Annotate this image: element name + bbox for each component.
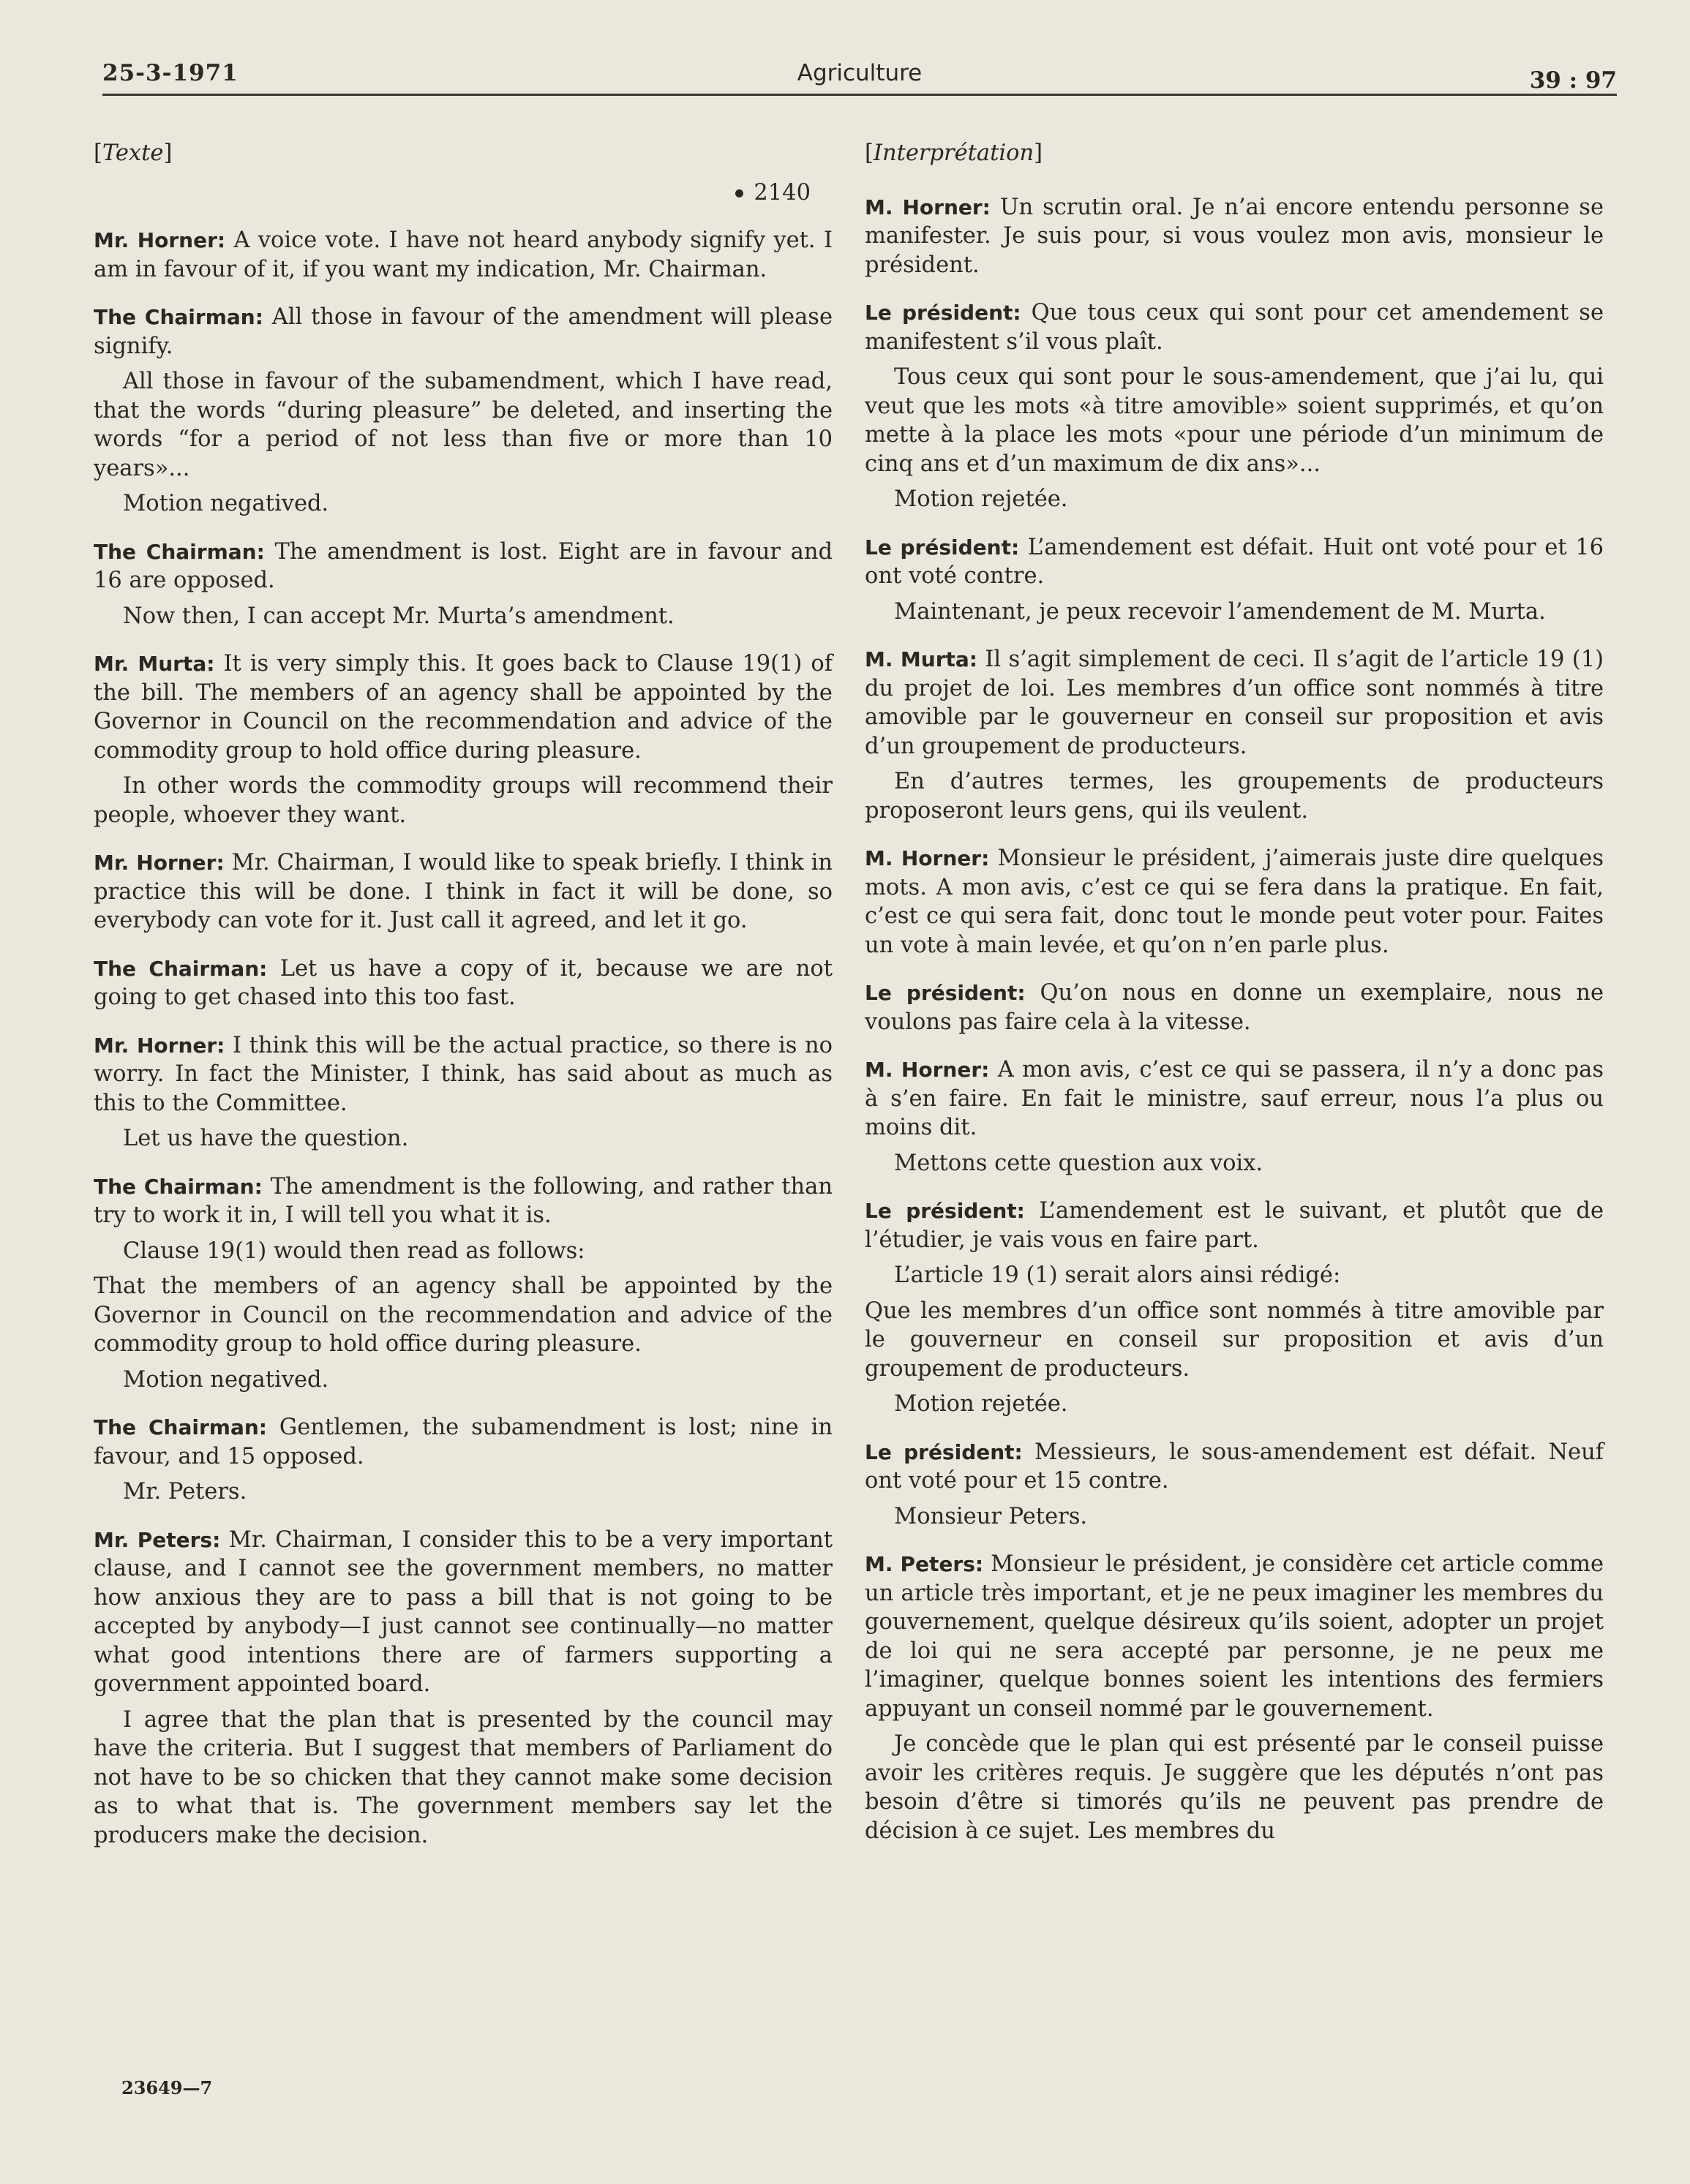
paragraph-text: It is very simply this. It goes back to Clause 19(1) of the bill. The members of an agency shall be appointed by the Governor in Council on the recommendation and advice of the commodity group to hold office during pleasure. — [94, 651, 833, 764]
transcript-paragraph — [865, 1390, 1604, 1419]
transcript-paragraph — [865, 767, 1604, 825]
speaker-name: The Chairman: — [94, 1415, 267, 1439]
paragraph-text: All those in favour of the amendment will please signify. — [94, 304, 833, 359]
speaker-name: Mr. Peters: — [94, 1527, 221, 1552]
transcript-paragraph — [94, 1477, 833, 1507]
english-column — [94, 139, 833, 1856]
speaker-name: Mr. Murta: — [94, 652, 215, 676]
quoted-clause: Que les membres d’un office sont nommés à titre amovible par le gouverneur en conseil sur proposition et avis d’un groupement de producteurs. — [865, 1298, 1604, 1382]
speaker-paragraph — [865, 979, 1604, 1036]
speaker-paragraph — [865, 298, 1604, 356]
speaker-paragraph — [94, 538, 833, 595]
speaker-name: Le président: — [865, 301, 1021, 325]
paragraph-text: Un scrutin oral. Je n’ai encore entendu personne se manifester. Je suis pour, si vous voulez mon avis, monsieur le président. — [865, 194, 1604, 278]
transcript-paragraph — [865, 1730, 1604, 1845]
speaker-name: M. Horner: — [865, 846, 990, 870]
quoted-clause: That the members of an agency shall be appointed by the Governor in Council on the recommendation and advice of the commodity group to hold office during pleasure. — [94, 1273, 833, 1357]
transcript-paragraph — [94, 1124, 833, 1153]
header-rule — [102, 94, 1617, 96]
paragraph-text: Motion negatived. — [123, 491, 329, 516]
paragraph-text: Monsieur le président, je considère cet article comme un article très important, et je ne peux imaginer les membres du gouvernement, quelque désireux qu’ils soient, adopter un projet de loi qui ne sera accepté par personne, je ne peux me l’imaginer, quelque bonnes soient les intentions des fermiers appuyant un conseil nommé par le gouvernement. — [865, 1551, 1604, 1722]
french-column — [865, 139, 1604, 1852]
speaker-name: The Chairman: — [94, 539, 265, 564]
paragraph-text: A mon avis, c’est ce qui se passera, il n’y a donc pas à s’en faire. En fait le ministre, sauf erreur, nous l’a plus ou moins dit. — [865, 1057, 1604, 1140]
paragraph-text: Que tous ceux qui sont pour cet amendement se manifestent s’il vous plaît. — [865, 300, 1604, 355]
transcript-paragraph — [865, 598, 1604, 627]
speaker-paragraph — [865, 844, 1604, 960]
speaker-paragraph — [94, 1526, 833, 1699]
speaker-paragraph — [94, 1031, 833, 1118]
time-marker — [94, 178, 811, 208]
paragraph-text: In other words the commodity groups will recommend their people, whoever they want. — [94, 773, 833, 828]
page-number: 39 : 97 — [1529, 67, 1617, 94]
speaker-paragraph — [865, 645, 1604, 761]
transcript-paragraph — [94, 367, 833, 483]
speaker-name: Mr. Horner: — [94, 1033, 225, 1058]
english-transcript — [94, 226, 833, 1850]
print-code: 23649—7 — [121, 2077, 213, 2098]
speaker-paragraph — [94, 954, 833, 1012]
speaker-paragraph — [865, 1197, 1604, 1254]
time-marker-text: 2140 — [754, 179, 811, 206]
speaker-paragraph — [94, 649, 833, 765]
paragraph-text: Maintenant, je peux recevoir l’amendement de M. Murta. — [894, 598, 1546, 625]
speaker-name: The Chairman: — [94, 1174, 263, 1199]
speaker-name: M. Horner: — [865, 1058, 990, 1082]
paragraph-text: Gentlemen, the subamendment is lost; nine in favour, and 15 opposed. — [94, 1415, 833, 1469]
speaker-paragraph — [94, 303, 833, 361]
speaker-paragraph — [94, 848, 833, 935]
paragraph-text: Now then, I can accept Mr. Murta’s amendment. — [123, 603, 675, 629]
speaker-paragraph — [94, 226, 833, 284]
transcript-paragraph — [94, 772, 833, 829]
speaker-name: M. Horner: — [865, 195, 991, 219]
speaker-name: M. Peters: — [865, 1552, 984, 1576]
paragraph-text: Monsieur Peters. — [894, 1503, 1088, 1529]
running-header — [102, 60, 1617, 98]
speaker-name: Mr. Horner: — [94, 228, 226, 252]
paragraph-text: A voice vote. I have not heard anybody signify yet. I am in favour of it, if you want my indication, Mr. Chairman. — [94, 227, 833, 282]
paragraph-text: Mettons cette question aux voix. — [894, 1150, 1263, 1176]
speaker-name: M. Murta: — [865, 647, 977, 671]
column-label: [ Texte ] — [94, 139, 833, 168]
paragraph-text: Mr. Chairman, I would like to speak briefly. I think in practice this will be done. I think in fact it will be done, so everybody can vote for it. Just call it agreed, and let it go. — [94, 850, 833, 933]
paragraph-text: I think this will be the actual practice, so there is no worry. In fact the Minister, I think, has said about as much as this to the Committee. — [94, 1032, 833, 1116]
speaker-paragraph — [865, 533, 1604, 591]
paragraph-text: Let us have the question. — [123, 1126, 409, 1151]
column-label: [ Interprétation ] — [865, 139, 1604, 168]
paragraph-text: En d’autres termes, les groupements de producteurs proposeront leurs gens, qui ils veulent. — [865, 769, 1604, 824]
paragraph-text: Clause 19(1) would then read as follows: — [123, 1238, 585, 1264]
paragraph-text: Motion rejetée. — [894, 1391, 1068, 1417]
paragraph-text: I agree that the plan that is presented by the council may have the criteria. But I suggest that members of Parliament do not have to be so chicken that they cannot make some decision as to what that is. The government members say let the producers make the decision. — [94, 1706, 833, 1848]
speaker-name: The Chairman: — [94, 956, 268, 981]
paragraph-text: Mr. Peters. — [123, 1479, 247, 1505]
paragraph-text: L’amendement est défait. Huit ont voté pour et 16 ont voté contre. — [865, 534, 1604, 589]
paragraph-text: Messieurs, le sous-amendement est défait. Neuf ont voté pour et 15 contre. — [865, 1439, 1604, 1494]
paragraph-text: The amendment is lost. Eight are in favour and 16 are opposed. — [94, 538, 833, 593]
header-date: 25-3-1971 — [102, 60, 239, 86]
transcript-paragraph — [865, 1149, 1604, 1178]
transcript-paragraph — [865, 363, 1604, 478]
paragraph-text: Mr. Chairman, I consider this to be a very important clause, and I cannot see the government members, no matter how anxious they are to pass a bill that is not going to be accepted by anybody—I just cannot see continually—no matter what good intentions there are of farmers supporting a government appointed board. — [94, 1526, 833, 1697]
speaker-paragraph — [865, 193, 1604, 280]
transcript-paragraph — [94, 489, 833, 519]
paragraph-text: Il s’agit simplement de ceci. Il s’agit de l’article 19 (1) du projet de loi. Les membres d’un office sont nommés à titre amovible par le gouverneur en conseil sur proposition et avis d’un groupement de producteurs. — [865, 647, 1604, 759]
paragraph-text: All those in favour of the subamendment, which I have read, that the words “during pleasure” be deleted, and inserting the words “for a period of not less than five or more than 10 years»... — [94, 369, 833, 481]
paragraph-text: Monsieur le président, j’aimerais juste dire quelques mots. A mon avis, c’est ce qui se fera dans la pratique. En fait, c’est ce qui sera fait, donc tout le monde peut voter pour. Faites un vote à main levée, et qu’on n’en parle plus. — [865, 846, 1604, 958]
transcript-paragraph — [865, 485, 1604, 514]
paragraph-text: Tous ceux qui sont pour le sous-amendement, que j’ai lu, qui veut que les mots «à titre amovible» soient supprimés, et qu’on mette à la place les mots «pour une période d’un minimum de cinq ans et d’un maximum de dix ans»... — [865, 364, 1604, 477]
transcript-paragraph — [865, 1502, 1604, 1532]
speaker-paragraph — [865, 1550, 1604, 1723]
bullet-icon — [735, 189, 743, 197]
transcript-paragraph — [94, 602, 833, 631]
speaker-name: Le président: — [865, 981, 1026, 1005]
transcript-paragraph — [94, 1706, 833, 1850]
paragraph-text: The amendment is the following, and rather than try to work it in, I will tell you what it is. — [94, 1173, 833, 1228]
speaker-name: Le président: — [865, 1439, 1023, 1464]
french-transcript — [865, 193, 1604, 1846]
paragraph-text: Motion negatived. — [123, 1366, 329, 1393]
transcript-paragraph — [865, 1261, 1604, 1290]
speaker-paragraph — [94, 1172, 833, 1230]
speaker-name: Mr. Horner: — [94, 851, 225, 875]
speaker-name: The Chairman: — [94, 305, 263, 329]
speaker-name: Le président: — [865, 1199, 1025, 1223]
paragraph-text: Qu’on nous en donne un exemplaire, nous ne voulons pas faire cela à la vitesse. — [865, 980, 1604, 1035]
transcript-paragraph — [94, 1366, 833, 1395]
speaker-name: Le président: — [865, 535, 1020, 560]
transcript-paragraph — [94, 1237, 833, 1266]
speaker-paragraph — [94, 1413, 833, 1471]
paragraph-text: L’amendement est le suivant, et plutôt que de l’étudier, je vais vous en faire part. — [865, 1198, 1604, 1253]
paragraph-text: Je concède que le plan qui est présenté par le conseil puisse avoir les critères requis. Je suggère que les députés n’ont pas besoin d’être si timorés qu’ils ne peuvent pas prendre de décision à ce sujet. Les membres du — [865, 1731, 1604, 1844]
paragraph-text: Let us have a copy of it, because we are not going to get chased into this too fast. — [94, 955, 833, 1010]
speaker-paragraph — [865, 1055, 1604, 1142]
header-title: Agriculture — [797, 60, 923, 86]
paragraph-text: Motion rejetée. — [894, 486, 1068, 512]
paragraph-text: L’article 19 (1) serait alors ainsi rédigé: — [894, 1262, 1341, 1288]
speaker-paragraph — [865, 1438, 1604, 1496]
